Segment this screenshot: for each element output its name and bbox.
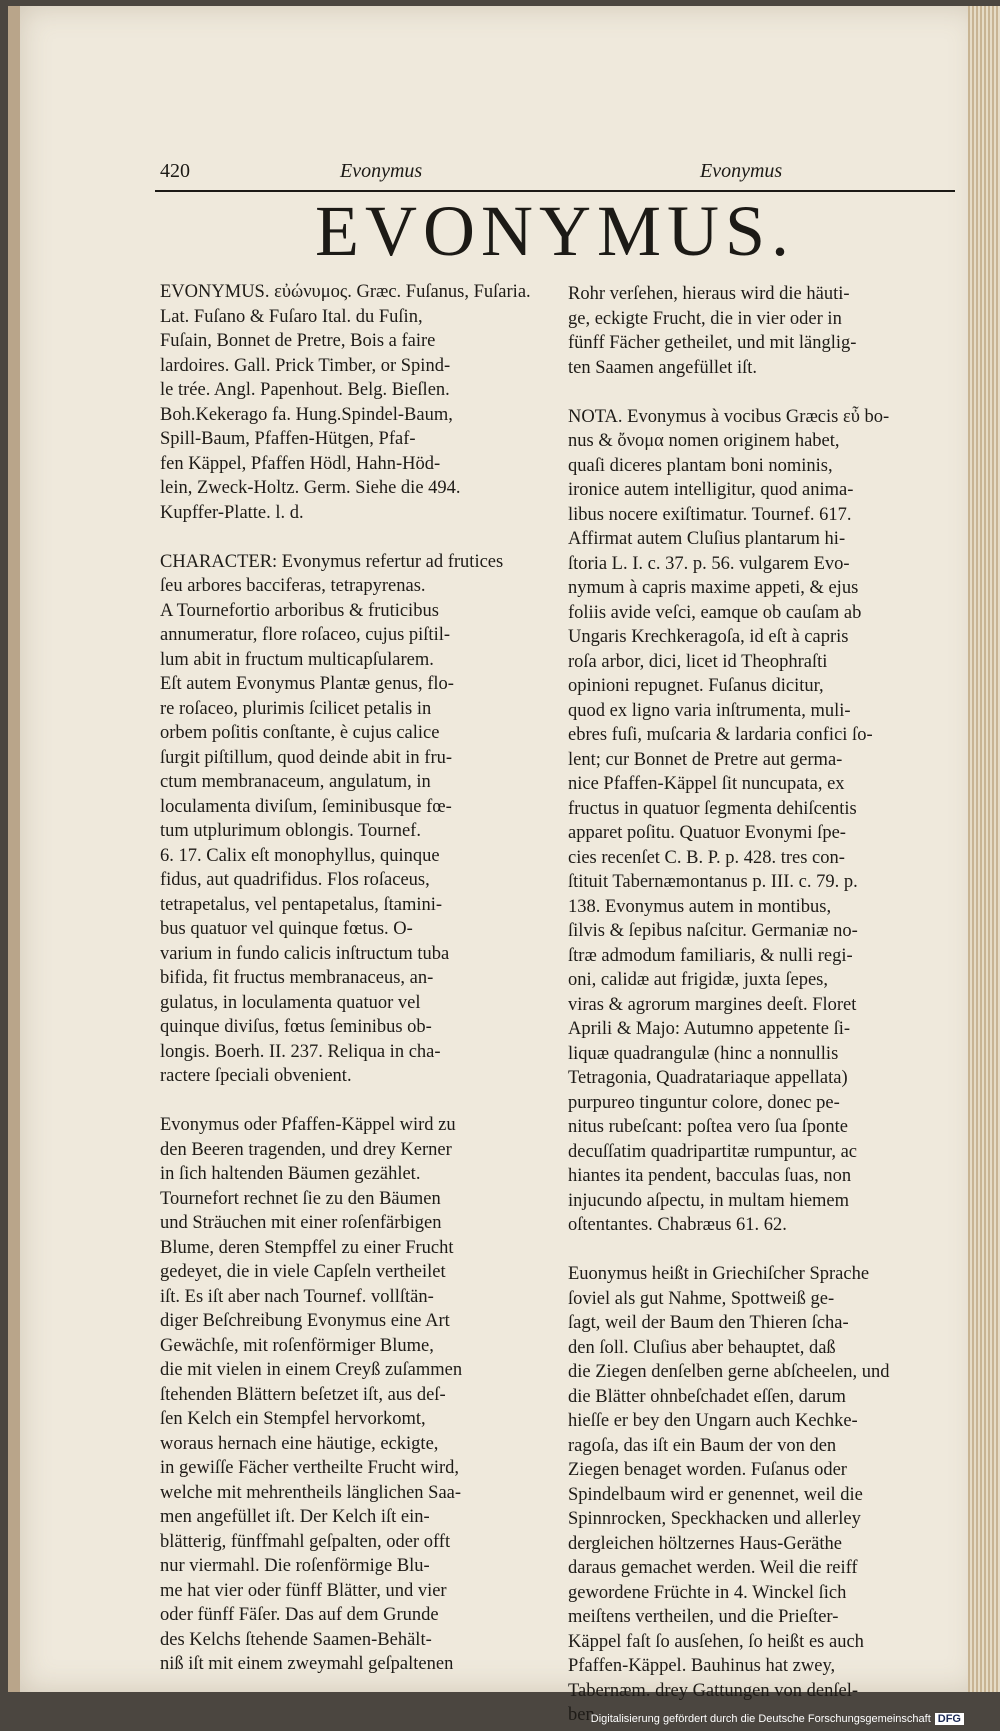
text-line: foliis avide veſci, eamque ob cauſam ab <box>568 602 862 623</box>
text-line: EVONYMUS. εὐώνυμος. Græc. Fuſanus, Fuſaria. <box>160 282 531 302</box>
text-line: ſtehenden Blättern beſetzet iſt, aus deſ- <box>160 1384 446 1405</box>
text-line: injucundo aſpectu, in multam hiemem <box>568 1190 850 1211</box>
text-line: longis. Boerh. II. 237. Reliqua in cha- <box>160 1041 441 1062</box>
text-line: Pfaffen-Käppel. Bauhinus hat zwey, <box>568 1656 836 1676</box>
text-line: ſtræ admodum familiaris, & nulli regi- <box>568 945 853 966</box>
text-line: Kupffer-Platte. l. d. <box>160 502 304 523</box>
text-line: daraus gemachet werden. Weil die reiff <box>568 1558 858 1578</box>
text-line: ſagt, weil der Baum den Thieren ſcha- <box>568 1313 849 1333</box>
text-line: fünff Fächer getheilet, und mit länglig- <box>568 333 857 353</box>
text-line: gulatus, in loculamenta quatuor vel <box>160 992 421 1013</box>
text-line: Tabernæm. drey Gattungen von denſel- <box>568 1680 858 1701</box>
text-line: oſtentantes. Chabræus 61. 62. <box>568 1215 787 1235</box>
text-line: NOTA. Evonymus à vocibus Græcis εὖ bo- <box>568 406 890 427</box>
text-line: die mit vielen in einem Creyß zuſammen <box>160 1360 463 1380</box>
text-line: purpureo tinguntur colore, donec pe- <box>568 1092 840 1113</box>
text-line: Aprili & Majo: Autumno appetente ſi- <box>568 1019 851 1039</box>
text-line: Blume, deren Stempffel zu einer Frucht <box>160 1237 454 1258</box>
text-line: woraus hernach eine häutige, eckigte, <box>160 1433 439 1454</box>
right-column <box>568 282 968 1728</box>
text-line: nymum à capris maxime appeti, & ejus <box>568 578 859 598</box>
text-line: loculamenta diviſum, ſeminibusque fœ- <box>160 796 452 817</box>
text-line: liquæ quadrangulæ (hinc a nonnullis <box>568 1043 839 1064</box>
text-line: die Ziegen denſelben gerne abſcheelen, und <box>568 1362 890 1382</box>
text-line: in ſich haltenden Bäumen gezählet. <box>160 1164 421 1184</box>
text-line: Tetragonia, Quadratariaque appellata) <box>568 1068 848 1088</box>
text-line: decuſſatim quadripartitæ rumpuntur, ac <box>568 1141 858 1162</box>
text-line: ge, eckigte Frucht, die in vier oder in <box>568 308 842 329</box>
text-line: cies recenſet C. B. P. p. 428. tres con- <box>568 847 845 868</box>
text-line: le trée. Angl. Papenhout. Belg. Bieſlen. <box>160 380 450 400</box>
text-line: ſeu arbores bacciferas, tetrapyrenas. <box>160 576 426 596</box>
text-line: diger Beſchreibung Evonymus eine Art <box>160 1311 450 1331</box>
text-line: opinioni repugnet. Fuſanus dicitur, <box>568 676 824 696</box>
text-line: in gewiſſe Fächer vertheilte Frucht wird, <box>160 1458 459 1478</box>
text-line: Tournefort rechnet ſie zu den Bäumen <box>160 1188 441 1209</box>
text-line: meiſtens vertheilen, und die Prieſter- <box>568 1607 839 1627</box>
text-line: bifida, fit fructus membranaceus, an- <box>160 968 434 988</box>
left-column <box>160 280 560 1677</box>
text-line: Gewächſe, mit roſenförmiger Blume, <box>160 1335 434 1356</box>
text-line: quod ex ligno varia inſtrumenta, muli- <box>568 700 851 721</box>
text-line: gedeyet, die in viele Capſeln vertheilet <box>160 1262 446 1282</box>
text-line <box>160 1089 560 1114</box>
dfg-logo: DFG <box>935 1713 964 1725</box>
text-line: ſen Kelch ein Stempfel hervorkomt, <box>160 1409 426 1429</box>
text-line: lardoires. Gall. Prick Timber, or Spind- <box>160 355 451 376</box>
running-head-right: Evonymus <box>700 160 783 182</box>
text-line: Ungaris Krechkeragoſa, id eſt à capris <box>568 627 849 647</box>
text-line: dergleichen höltzernes Haus-Geräthe <box>568 1533 842 1554</box>
page-number: 420 <box>160 160 190 182</box>
text-line: oni, calidæ aut frigidæ, juxta ſepes, <box>568 970 828 990</box>
text-line: nice Pfaffen-Käppel ſit nuncupata, ex <box>568 774 845 794</box>
text-line: ſoviel als gut Nahme, Spottweiß ge- <box>568 1288 835 1309</box>
text-line: Affirmat autem Cluſius plantarum hi- <box>568 529 846 549</box>
text-line: ebres fuſi, muſcaria & lardaria confici ſo- <box>568 725 873 745</box>
text-line: oder fünff Fäſer. Das auf dem Grunde <box>160 1605 439 1625</box>
text-line: fructus in quatuor ſegmenta dehiſcentis <box>568 798 857 819</box>
text-line: fen Käppel, Pfaffen Hödl, Hahn-Höd- <box>160 453 441 474</box>
text-line: den ſoll. Cluſius aber behauptet, daß <box>568 1337 836 1358</box>
text-line: ſurgit piſtillum, quod deinde abit in fru- <box>160 747 453 768</box>
text-line: ironice autem intelligitur, quod anima- <box>568 480 854 500</box>
text-line: ten Saamen angefüllet iſt. <box>568 357 758 378</box>
text-line: lein, Zweck-Holtz. Germ. Siehe die 494. <box>160 478 461 498</box>
text-line: tetrapetalus, vel pentapetalus, ſtamini- <box>160 894 443 915</box>
page-edge <box>968 6 1000 1692</box>
text-line: Spill-Baum, Pfaffen-Hütgen, Pfaf- <box>160 429 416 449</box>
text-line <box>568 1238 968 1263</box>
text-line: iſt. Es iſt aber nach Tournef. vollſtän- <box>160 1286 434 1307</box>
text-line: hiantes ita pendent, bacculas ſuas, non <box>568 1166 852 1186</box>
text-line: Fuſain, Bonnet de Pretre, Bois a faire <box>160 331 436 351</box>
text-line: ractere ſpeciali obvenient. <box>160 1066 352 1086</box>
text-line: Lat. Fuſano & Fuſaro Ital. du Fuſin, <box>160 306 423 327</box>
text-line: hieſſe er bey den Ungarn auch Kechke- <box>568 1411 858 1431</box>
text-line: re roſaceo, plurimis ſcilicet petalis in <box>160 698 432 719</box>
text-line: Boh.Kekerago fa. Hung.Spindel-Baum, <box>160 404 453 425</box>
text-line: Ziegen benaget worden. Fuſanus oder <box>568 1460 847 1480</box>
text-line: apparet poſitu. Quatuor Evonymi ſpe- <box>568 823 846 843</box>
text-line: varium in fundo calicis inſtructum tuba <box>160 943 450 964</box>
text-line: ſtituit Tabernæmontanus p. III. c. 79. p. <box>568 872 858 892</box>
text-line: nitus rubeſcant: poſtea vero ſua ſponte <box>568 1117 848 1137</box>
text-line: Eſt autem Evonymus Plantæ genus, flo- <box>160 674 454 694</box>
text-line: lent; cur Bonnet de Pretre aut germa- <box>568 749 843 770</box>
text-line: den Beeren tragenden, und drey Kerner <box>160 1139 452 1160</box>
text-line: men angefüllet iſt. Der Kelch iſt ein- <box>160 1507 430 1527</box>
text-line: ctum membranaceum, angulatum, in <box>160 772 431 792</box>
text-line <box>568 380 968 405</box>
text-line: orbem poſitis conſtante, è cujus calice <box>160 723 440 743</box>
text-line: ſtoria L. I. c. 37. p. 56. vulgarem Evo- <box>568 553 850 574</box>
text-line: Spinnrocken, Speckhacken und allerley <box>568 1509 861 1529</box>
text-line: ben <box>568 1705 595 1725</box>
text-line: nur viermahl. Die roſenförmige Blu- <box>160 1556 430 1576</box>
text-line: niß iſt mit einem zweymahl geſpaltenen <box>160 1654 454 1674</box>
text-line: A Tournefortio arboribus & fruticibus <box>160 600 439 621</box>
text-line: lum abit in fructum multicapſularem. <box>160 649 434 670</box>
text-line: tum utplurimum oblongis. Tournef. <box>160 821 421 841</box>
footer-credit <box>591 1713 964 1725</box>
page-title: EVONYMUS. <box>314 191 796 271</box>
text-line: 6. 17. Calix eſt monophyllus, quinque <box>160 845 440 866</box>
text-line: und Sträuchen mit einer roſenfärbigen <box>160 1213 442 1233</box>
text-line: me hat vier oder fünff Blätter, und vier <box>160 1580 447 1601</box>
text-line: viras & agrorum margines deeſt. Floret <box>568 994 857 1015</box>
text-line: ſilvis & ſepibus naſcitur. Germaniæ no- <box>568 921 858 941</box>
text-line: gewordene Früchte in 4. Winckel ſich <box>568 1582 847 1603</box>
text-line: roſa arbor, dici, licet id Theophraſti <box>568 651 828 672</box>
text-line <box>160 525 560 550</box>
running-header <box>150 160 950 194</box>
text-line: 138. Evonymus autem in montibus, <box>568 896 832 917</box>
text-line: bus quatuor vel quinque fœtus. O- <box>160 919 413 939</box>
text-line: quinque diviſus, fœtus ſeminibus ob- <box>160 1017 432 1037</box>
text-line: Evonymus oder Pfaffen-Käppel wird zu <box>160 1115 456 1135</box>
text-line: blätterig, fünffmahl geſpalten, oder offt <box>160 1531 451 1552</box>
text-line: ragoſa, das iſt ein Baum der von den <box>568 1435 837 1456</box>
text-line: Spindelbaum wird er genennet, weil die <box>568 1484 863 1505</box>
text-line: annumeratur, flore roſaceo, cujus piſtil- <box>160 625 451 645</box>
footer-text: Digitalisierung gefördert durch die Deutsche Forschungsgemeinschaft <box>590 1713 931 1725</box>
text-line: welche mit mehrentheils länglichen Saa- <box>160 1482 462 1503</box>
text-line: Euonymus heißt in Griechiſcher Sprache <box>568 1264 870 1284</box>
text-line: quaſi diceres plantam boni nominis, <box>568 455 833 476</box>
text-line: libus nocere exiſtimatur. Tournef. 617. <box>568 504 852 525</box>
text-line: fidus, aut quadrifidus. Flos roſaceus, <box>160 870 430 890</box>
text-line: die Blätter ohnbeſchadet eſſen, darum <box>568 1386 846 1407</box>
text-line: des Kelchs ſtehende Saamen-Behält- <box>160 1629 432 1650</box>
text-line: CHARACTER: Evonymus refertur ad frutices <box>160 551 504 572</box>
text-line: nus & ὄνομα nomen originem habet, <box>568 431 840 451</box>
text-line: Käppel faſt ſo ausſehen, ſo heißt es auch <box>568 1631 864 1652</box>
text-line: Rohr verſehen, hieraus wird die häuti- <box>568 284 850 304</box>
running-head-left: Evonymus <box>340 160 423 182</box>
